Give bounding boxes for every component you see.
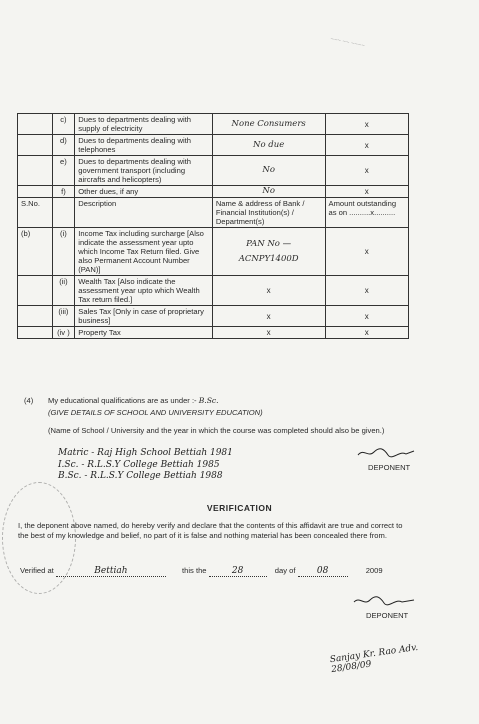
pan-number: ACNPY1400D	[238, 253, 299, 264]
table-row: (ii) Wealth Tax [Also indicate the assessment year upto which Wealth Tax return filed.] x x	[18, 276, 409, 306]
table-row: d) Dues to departments dealing with telephones No due x	[18, 135, 409, 156]
table-row: (b) (i) Income Tax including surcharge [Also indicate the assessment year upto which Income Tax Return filed. Give also Permanent Account Number (PAN)] PAN No — ACNPY1400D x	[18, 228, 409, 276]
deponent-label-1: DEPONENT	[368, 463, 411, 472]
education-number: (4)	[24, 396, 34, 405]
verified-place: Bettiah	[56, 566, 166, 577]
verified-day: 28	[209, 566, 267, 577]
verification-title: VERIFICATION	[206, 503, 273, 513]
verification-date-line: Verified at Bettiah this the 28 day of 08 2009	[20, 566, 383, 576]
background-scribble: ~~~ ~~ ~~~~	[329, 36, 366, 50]
attestation-signature: Sanjay Kr. Rao Adv. 28/08/09	[329, 642, 419, 676]
table-row: f) Other dues, if any No x	[18, 186, 409, 198]
deponent-signature-2	[352, 594, 416, 608]
table-row: e) Dues to departments dealing with government transport (including aircrafts and helicopters) No x	[18, 156, 409, 186]
education-instruction: (GIVE DETAILS OF SCHOOL AND UNIVERSITY EDUCATION)	[48, 408, 263, 417]
deponent-label-2: DEPONENT	[366, 611, 409, 620]
verified-month: 08	[298, 566, 348, 577]
education-note: (Name of School / University and the year in which the course was completed should also be given.)	[48, 426, 385, 435]
education-entry: I.Sc. - R.L.S.Y College Bettiah 1985	[58, 460, 220, 470]
education-line1: My educational qualifications are as under :- B.Sc.	[48, 396, 219, 405]
deponent-signature-1	[356, 446, 416, 460]
verification-text: I, the deponent above named, do hereby verify and declare that the contents of this affidavit are true and correct to the best of my knowledge and belief, no part of it is false and nothing material has been concealed there from.	[18, 521, 403, 540]
table-row: (iv ) Property Tax x x	[18, 327, 409, 339]
education-qualification: B.Sc.	[198, 396, 219, 405]
pan-label: PAN No —	[246, 238, 292, 249]
table-header-row: S.No. Description Name & address of Bank / Financial Institution(s) / Department(s) Amount outstanding as on ..........x..........	[18, 198, 409, 228]
table-row: (iii) Sales Tax [Only in case of proprietary business] x x	[18, 306, 409, 327]
table-row: c) Dues to departments dealing with supply of electricity None Consumers x	[18, 114, 409, 135]
education-entry: Matric - Raj High School Bettiah 1981	[58, 448, 233, 458]
dues-table	[17, 113, 409, 339]
education-entry: B.Sc. - R.L.S.Y College Bettiah 1988	[58, 471, 223, 481]
